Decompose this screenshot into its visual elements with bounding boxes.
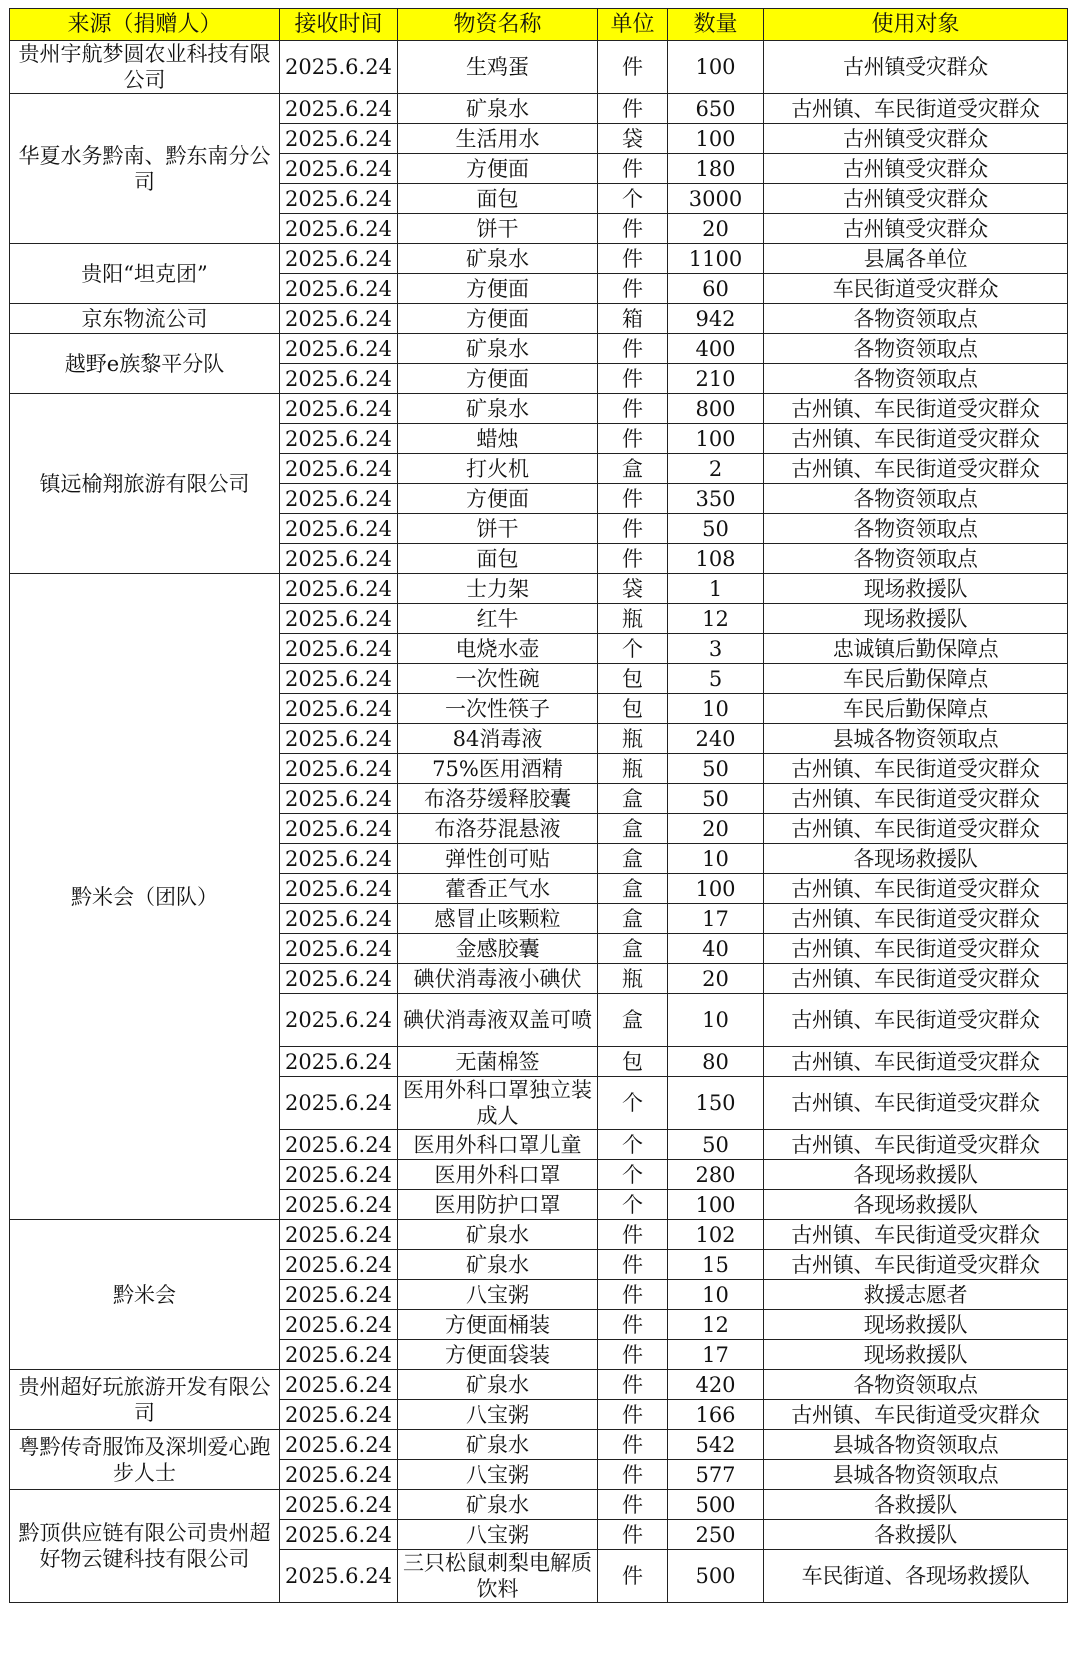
item-cell: 矿泉水 <box>398 244 598 274</box>
item-cell: 八宝粥 <box>398 1460 598 1490</box>
unit-cell: 瓶 <box>598 754 668 784</box>
item-cell: 感冒止咳颗粒 <box>398 904 598 934</box>
item-cell: 矿泉水 <box>398 94 598 124</box>
qty-cell: 942 <box>668 304 764 334</box>
usage-cell: 古州镇、车民街道受灾群众 <box>764 784 1068 814</box>
usage-cell: 车民后勤保障点 <box>764 664 1068 694</box>
item-cell: 士力架 <box>398 574 598 604</box>
item-cell: 碘伏消毒液双盖可喷 <box>398 994 598 1047</box>
date-cell: 2025.6.24 <box>280 364 398 394</box>
usage-cell: 古州镇受灾群众 <box>764 214 1068 244</box>
item-cell: 医用外科口罩儿童 <box>398 1130 598 1160</box>
date-cell: 2025.6.24 <box>280 184 398 214</box>
item-cell: 方便面桶装 <box>398 1310 598 1340</box>
unit-cell: 瓶 <box>598 724 668 754</box>
item-cell: 饼干 <box>398 514 598 544</box>
item-cell: 八宝粥 <box>398 1280 598 1310</box>
usage-cell: 古州镇、车民街道受灾群众 <box>764 1250 1068 1280</box>
usage-cell: 现场救援队 <box>764 604 1068 634</box>
qty-cell: 40 <box>668 934 764 964</box>
item-cell: 方便面 <box>398 364 598 394</box>
qty-cell: 12 <box>668 1310 764 1340</box>
item-cell: 打火机 <box>398 454 598 484</box>
item-cell: 藿香正气水 <box>398 874 598 904</box>
date-cell: 2025.6.24 <box>280 41 398 94</box>
usage-cell: 现场救援队 <box>764 1340 1068 1370</box>
date-cell: 2025.6.24 <box>280 334 398 364</box>
donor-cell: 黔米会（团队） <box>10 574 280 1220</box>
item-cell: 医用防护口罩 <box>398 1190 598 1220</box>
header-qty: 数量 <box>668 9 764 41</box>
usage-cell: 车民后勤保障点 <box>764 694 1068 724</box>
qty-cell: 80 <box>668 1047 764 1077</box>
usage-cell: 各现场救援队 <box>764 1160 1068 1190</box>
date-cell: 2025.6.24 <box>280 694 398 724</box>
table-row <box>10 94 1068 124</box>
qty-cell: 3 <box>668 634 764 664</box>
item-cell: 红牛 <box>398 604 598 634</box>
qty-cell: 500 <box>668 1490 764 1520</box>
table-row <box>10 1430 1068 1460</box>
date-cell: 2025.6.24 <box>280 304 398 334</box>
unit-cell: 件 <box>598 1250 668 1280</box>
unit-cell: 个 <box>598 634 668 664</box>
table-row <box>10 1370 1068 1400</box>
unit-cell: 瓶 <box>598 964 668 994</box>
usage-cell: 现场救援队 <box>764 574 1068 604</box>
unit-cell: 件 <box>598 274 668 304</box>
header-row <box>10 9 1068 41</box>
usage-cell: 古州镇、车民街道受灾群众 <box>764 394 1068 424</box>
usage-cell: 古州镇、车民街道受灾群众 <box>764 1130 1068 1160</box>
usage-cell: 古州镇、车民街道受灾群众 <box>764 994 1068 1047</box>
item-cell: 碘伏消毒液小碘伏 <box>398 964 598 994</box>
date-cell: 2025.6.24 <box>280 1077 398 1130</box>
item-cell: 金感胶囊 <box>398 934 598 964</box>
date-cell: 2025.6.24 <box>280 274 398 304</box>
item-cell: 八宝粥 <box>398 1520 598 1550</box>
date-cell: 2025.6.24 <box>280 1047 398 1077</box>
usage-cell: 各救援队 <box>764 1520 1068 1550</box>
usage-cell: 各物资领取点 <box>764 484 1068 514</box>
qty-cell: 100 <box>668 1190 764 1220</box>
usage-cell: 古州镇受灾群众 <box>764 41 1068 94</box>
qty-cell: 5 <box>668 664 764 694</box>
date-cell: 2025.6.24 <box>280 94 398 124</box>
usage-cell: 古州镇、车民街道受灾群众 <box>764 754 1068 784</box>
date-cell: 2025.6.24 <box>280 214 398 244</box>
qty-cell: 166 <box>668 1400 764 1430</box>
unit-cell: 包 <box>598 1047 668 1077</box>
usage-cell: 各物资领取点 <box>764 1370 1068 1400</box>
qty-cell: 420 <box>668 1370 764 1400</box>
qty-cell: 20 <box>668 214 764 244</box>
donor-cell: 越野e族黎平分队 <box>10 334 280 394</box>
header-unit: 单位 <box>598 9 668 41</box>
unit-cell: 个 <box>598 1190 668 1220</box>
date-cell: 2025.6.24 <box>280 394 398 424</box>
date-cell: 2025.6.24 <box>280 124 398 154</box>
usage-cell: 救援志愿者 <box>764 1280 1068 1310</box>
item-cell: 75%医用酒精 <box>398 754 598 784</box>
qty-cell: 17 <box>668 1340 764 1370</box>
qty-cell: 10 <box>668 844 764 874</box>
qty-cell: 50 <box>668 1130 764 1160</box>
item-cell: 生活用水 <box>398 124 598 154</box>
qty-cell: 250 <box>668 1520 764 1550</box>
date-cell: 2025.6.24 <box>280 1370 398 1400</box>
date-cell: 2025.6.24 <box>280 664 398 694</box>
item-cell: 方便面 <box>398 484 598 514</box>
item-cell: 矿泉水 <box>398 1490 598 1520</box>
date-cell: 2025.6.24 <box>280 424 398 454</box>
unit-cell: 件 <box>598 1400 668 1430</box>
date-cell: 2025.6.24 <box>280 1520 398 1550</box>
qty-cell: 240 <box>668 724 764 754</box>
table-body <box>10 41 1068 1603</box>
unit-cell: 件 <box>598 1220 668 1250</box>
date-cell: 2025.6.24 <box>280 634 398 664</box>
date-cell: 2025.6.24 <box>280 1190 398 1220</box>
qty-cell: 350 <box>668 484 764 514</box>
item-cell: 医用外科口罩独立装成人 <box>398 1077 598 1130</box>
unit-cell: 件 <box>598 1550 668 1603</box>
qty-cell: 10 <box>668 1280 764 1310</box>
unit-cell: 件 <box>598 214 668 244</box>
usage-cell: 各物资领取点 <box>764 544 1068 574</box>
unit-cell: 件 <box>598 1340 668 1370</box>
usage-cell: 古州镇、车民街道受灾群众 <box>764 1047 1068 1077</box>
usage-cell: 各现场救援队 <box>764 844 1068 874</box>
date-cell: 2025.6.24 <box>280 1130 398 1160</box>
date-cell: 2025.6.24 <box>280 1550 398 1603</box>
usage-cell: 车民街道、各现场救援队 <box>764 1550 1068 1603</box>
unit-cell: 件 <box>598 364 668 394</box>
item-cell: 三只松鼠刺梨电解质饮料 <box>398 1550 598 1603</box>
unit-cell: 件 <box>598 41 668 94</box>
date-cell: 2025.6.24 <box>280 904 398 934</box>
qty-cell: 108 <box>668 544 764 574</box>
qty-cell: 100 <box>668 124 764 154</box>
date-cell: 2025.6.24 <box>280 1340 398 1370</box>
item-cell: 蜡烛 <box>398 424 598 454</box>
usage-cell: 县城各物资领取点 <box>764 724 1068 754</box>
qty-cell: 542 <box>668 1430 764 1460</box>
donation-table <box>9 8 1068 1603</box>
date-cell: 2025.6.24 <box>280 964 398 994</box>
table-row <box>10 1490 1068 1520</box>
item-cell: 方便面袋装 <box>398 1340 598 1370</box>
donor-cell: 贵州超好玩旅游开发有限公司 <box>10 1370 280 1430</box>
usage-cell: 古州镇、车民街道受灾群众 <box>764 94 1068 124</box>
qty-cell: 500 <box>668 1550 764 1603</box>
unit-cell: 个 <box>598 1130 668 1160</box>
date-cell: 2025.6.24 <box>280 154 398 184</box>
item-cell: 矿泉水 <box>398 1430 598 1460</box>
unit-cell: 盒 <box>598 934 668 964</box>
date-cell: 2025.6.24 <box>280 874 398 904</box>
usage-cell: 各物资领取点 <box>764 364 1068 394</box>
unit-cell: 个 <box>598 1160 668 1190</box>
item-cell: 医用外科口罩 <box>398 1160 598 1190</box>
usage-cell: 各物资领取点 <box>764 334 1068 364</box>
qty-cell: 100 <box>668 424 764 454</box>
unit-cell: 瓶 <box>598 604 668 634</box>
qty-cell: 20 <box>668 814 764 844</box>
usage-cell: 各物资领取点 <box>764 514 1068 544</box>
usage-cell: 古州镇受灾群众 <box>764 184 1068 214</box>
date-cell: 2025.6.24 <box>280 1460 398 1490</box>
unit-cell: 盒 <box>598 814 668 844</box>
date-cell: 2025.6.24 <box>280 604 398 634</box>
item-cell: 矿泉水 <box>398 334 598 364</box>
qty-cell: 10 <box>668 694 764 724</box>
donor-cell: 镇远榆翔旅游有限公司 <box>10 394 280 574</box>
unit-cell: 件 <box>598 1430 668 1460</box>
usage-cell: 各救援队 <box>764 1490 1068 1520</box>
header-item: 物资名称 <box>398 9 598 41</box>
item-cell: 布洛芬混悬液 <box>398 814 598 844</box>
unit-cell: 件 <box>598 1280 668 1310</box>
donor-cell: 黔米会 <box>10 1220 280 1370</box>
unit-cell: 件 <box>598 1490 668 1520</box>
qty-cell: 280 <box>668 1160 764 1190</box>
item-cell: 面包 <box>398 184 598 214</box>
date-cell: 2025.6.24 <box>280 1490 398 1520</box>
usage-cell: 古州镇、车民街道受灾群众 <box>764 904 1068 934</box>
qty-cell: 1100 <box>668 244 764 274</box>
usage-cell: 古州镇、车民街道受灾群众 <box>764 1077 1068 1130</box>
qty-cell: 3000 <box>668 184 764 214</box>
usage-cell: 县城各物资领取点 <box>764 1460 1068 1490</box>
date-cell: 2025.6.24 <box>280 1250 398 1280</box>
unit-cell: 件 <box>598 424 668 454</box>
date-cell: 2025.6.24 <box>280 784 398 814</box>
usage-cell: 古州镇、车民街道受灾群众 <box>764 424 1068 454</box>
usage-cell: 古州镇、车民街道受灾群众 <box>764 964 1068 994</box>
unit-cell: 件 <box>598 484 668 514</box>
unit-cell: 包 <box>598 694 668 724</box>
donor-cell: 京东物流公司 <box>10 304 280 334</box>
table-row <box>10 244 1068 274</box>
usage-cell: 县属各单位 <box>764 244 1068 274</box>
qty-cell: 102 <box>668 1220 764 1250</box>
date-cell: 2025.6.24 <box>280 484 398 514</box>
header-usage: 使用对象 <box>764 9 1068 41</box>
date-cell: 2025.6.24 <box>280 244 398 274</box>
item-cell: 八宝粥 <box>398 1400 598 1430</box>
date-cell: 2025.6.24 <box>280 544 398 574</box>
usage-cell: 古州镇、车民街道受灾群众 <box>764 814 1068 844</box>
unit-cell: 包 <box>598 664 668 694</box>
item-cell: 方便面 <box>398 274 598 304</box>
qty-cell: 400 <box>668 334 764 364</box>
usage-cell: 忠诚镇后勤保障点 <box>764 634 1068 664</box>
unit-cell: 件 <box>598 394 668 424</box>
date-cell: 2025.6.24 <box>280 994 398 1047</box>
qty-cell: 650 <box>668 94 764 124</box>
qty-cell: 12 <box>668 604 764 634</box>
usage-cell: 现场救援队 <box>764 1310 1068 1340</box>
qty-cell: 800 <box>668 394 764 424</box>
unit-cell: 袋 <box>598 574 668 604</box>
usage-cell: 各物资领取点 <box>764 304 1068 334</box>
qty-cell: 15 <box>668 1250 764 1280</box>
date-cell: 2025.6.24 <box>280 514 398 544</box>
unit-cell: 件 <box>598 544 668 574</box>
unit-cell: 个 <box>598 184 668 214</box>
date-cell: 2025.6.24 <box>280 844 398 874</box>
usage-cell: 车民街道受灾群众 <box>764 274 1068 304</box>
donor-cell: 黔顶供应链有限公司贵州超好物云键科技有限公司 <box>10 1490 280 1603</box>
date-cell: 2025.6.24 <box>280 1160 398 1190</box>
donor-cell: 粤黔传奇服饰及深圳爱心跑步人士 <box>10 1430 280 1490</box>
date-cell: 2025.6.24 <box>280 454 398 484</box>
unit-cell: 个 <box>598 1077 668 1130</box>
qty-cell: 50 <box>668 754 764 784</box>
date-cell: 2025.6.24 <box>280 814 398 844</box>
item-cell: 一次性碗 <box>398 664 598 694</box>
unit-cell: 袋 <box>598 124 668 154</box>
item-cell: 面包 <box>398 544 598 574</box>
unit-cell: 件 <box>598 1370 668 1400</box>
unit-cell: 盒 <box>598 874 668 904</box>
item-cell: 一次性筷子 <box>398 694 598 724</box>
unit-cell: 件 <box>598 514 668 544</box>
header-donor: 来源（捐赠人） <box>10 9 280 41</box>
date-cell: 2025.6.24 <box>280 574 398 604</box>
qty-cell: 1 <box>668 574 764 604</box>
item-cell: 饼干 <box>398 214 598 244</box>
usage-cell: 各现场救援队 <box>764 1190 1068 1220</box>
usage-cell: 古州镇、车民街道受灾群众 <box>764 454 1068 484</box>
date-cell: 2025.6.24 <box>280 754 398 784</box>
unit-cell: 件 <box>598 244 668 274</box>
table-row <box>10 1220 1068 1250</box>
donor-cell: 华夏水务黔南、黔东南分公司 <box>10 94 280 244</box>
usage-cell: 古州镇、车民街道受灾群众 <box>764 934 1068 964</box>
unit-cell: 盒 <box>598 844 668 874</box>
unit-cell: 件 <box>598 1460 668 1490</box>
item-cell: 弹性创可贴 <box>398 844 598 874</box>
qty-cell: 60 <box>668 274 764 304</box>
table-row <box>10 334 1068 364</box>
item-cell: 方便面 <box>398 304 598 334</box>
donor-cell: 贵阳“坦克团” <box>10 244 280 304</box>
item-cell: 矿泉水 <box>398 1220 598 1250</box>
usage-cell: 古州镇受灾群众 <box>764 154 1068 184</box>
item-cell: 矿泉水 <box>398 1370 598 1400</box>
unit-cell: 件 <box>598 1310 668 1340</box>
unit-cell: 盒 <box>598 994 668 1047</box>
unit-cell: 盒 <box>598 454 668 484</box>
date-cell: 2025.6.24 <box>280 1220 398 1250</box>
qty-cell: 50 <box>668 784 764 814</box>
item-cell: 方便面 <box>398 154 598 184</box>
qty-cell: 100 <box>668 41 764 94</box>
item-cell: 生鸡蛋 <box>398 41 598 94</box>
usage-cell: 古州镇受灾群众 <box>764 124 1068 154</box>
table-row <box>10 394 1068 424</box>
qty-cell: 10 <box>668 994 764 1047</box>
unit-cell: 箱 <box>598 304 668 334</box>
unit-cell: 盒 <box>598 904 668 934</box>
item-cell: 矿泉水 <box>398 1250 598 1280</box>
table-row <box>10 41 1068 94</box>
unit-cell: 件 <box>598 1520 668 1550</box>
usage-cell: 古州镇、车民街道受灾群众 <box>764 874 1068 904</box>
item-cell: 无菌棉签 <box>398 1047 598 1077</box>
unit-cell: 件 <box>598 334 668 364</box>
qty-cell: 210 <box>668 364 764 394</box>
table-row <box>10 304 1068 334</box>
date-cell: 2025.6.24 <box>280 1400 398 1430</box>
qty-cell: 577 <box>668 1460 764 1490</box>
item-cell: 布洛芬缓释胶囊 <box>398 784 598 814</box>
qty-cell: 180 <box>668 154 764 184</box>
qty-cell: 50 <box>668 514 764 544</box>
qty-cell: 20 <box>668 964 764 994</box>
table-header <box>10 9 1068 41</box>
unit-cell: 件 <box>598 94 668 124</box>
usage-cell: 古州镇、车民街道受灾群众 <box>764 1220 1068 1250</box>
usage-cell: 古州镇、车民街道受灾群众 <box>764 1400 1068 1430</box>
date-cell: 2025.6.24 <box>280 1430 398 1460</box>
item-cell: 矿泉水 <box>398 394 598 424</box>
qty-cell: 100 <box>668 874 764 904</box>
donor-cell: 贵州宇航梦圆农业科技有限公司 <box>10 41 280 94</box>
unit-cell: 件 <box>598 154 668 184</box>
header-date: 接收时间 <box>280 9 398 41</box>
unit-cell: 盒 <box>598 784 668 814</box>
usage-cell: 县城各物资领取点 <box>764 1430 1068 1460</box>
qty-cell: 150 <box>668 1077 764 1130</box>
qty-cell: 17 <box>668 904 764 934</box>
item-cell: 84消毒液 <box>398 724 598 754</box>
table-row <box>10 574 1068 604</box>
date-cell: 2025.6.24 <box>280 934 398 964</box>
date-cell: 2025.6.24 <box>280 1280 398 1310</box>
date-cell: 2025.6.24 <box>280 724 398 754</box>
qty-cell: 2 <box>668 454 764 484</box>
date-cell: 2025.6.24 <box>280 1310 398 1340</box>
item-cell: 电烧水壶 <box>398 634 598 664</box>
